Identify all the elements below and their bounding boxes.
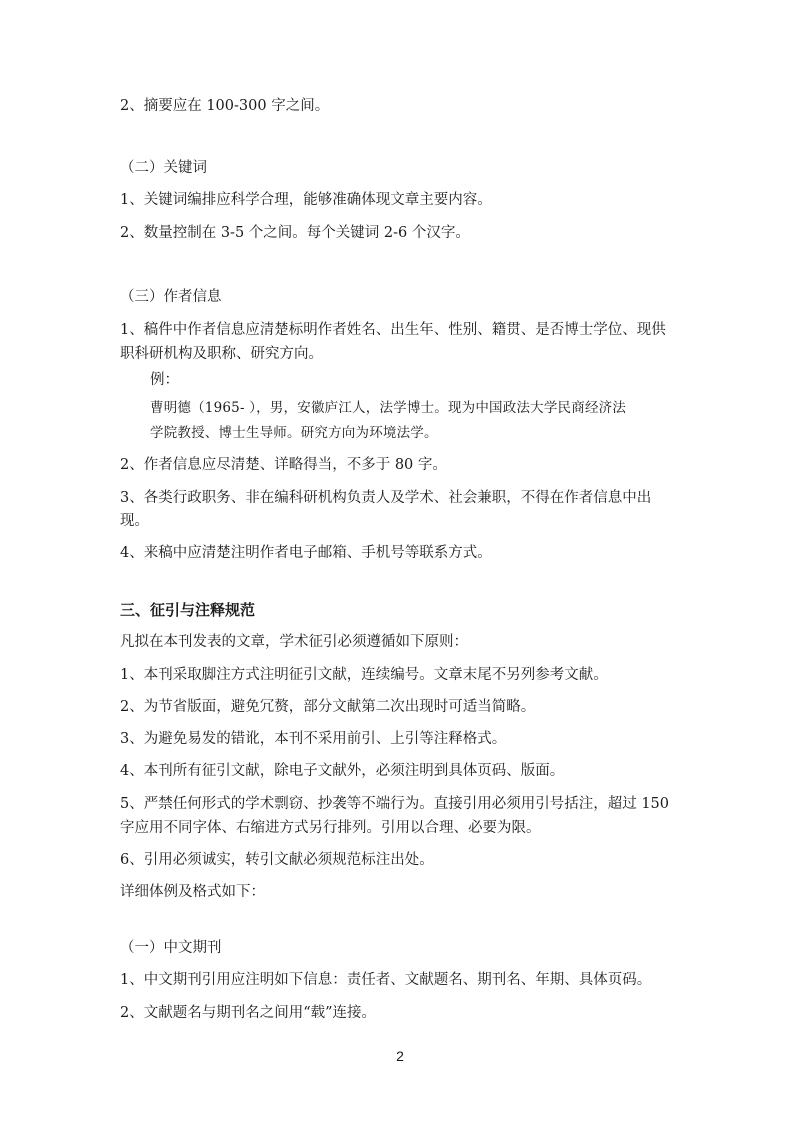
author-info-heading: （三）作者信息 (120, 289, 222, 305)
citation-item-6: 6、引用必须诚实，转引文献必须规范标注出处。 (120, 852, 434, 868)
author-info-item-3-line-2: 现。 (120, 513, 149, 529)
keywords-heading: （二）关键词 (120, 160, 207, 176)
example-label: 例： (150, 372, 179, 388)
citation-intro: 凡拟在本刊发表的文章，学术征引必须遵循如下原则： (120, 634, 468, 650)
citation-item-4: 4、本刊所有征引文献，除电子文献外，必须注明到具体页码、版面。 (120, 763, 565, 779)
example-line-2: 学院教授、博士生导师。研究方向为环境法学。 (150, 425, 438, 441)
citation-item-1: 1、本刊采取脚注方式注明征引文献，连续编号。文章末尾不另列参考文献。 (120, 667, 608, 683)
detail-intro: 详细体例及格式如下： (120, 884, 265, 900)
example-line-1: 曹明德（1965- ），男，安徽庐江人，法学博士。现为中国政法大学民商经济法 (150, 400, 627, 416)
chinese-journal-item-2: 2、文献题名与期刊名之间用“载”连接。 (120, 1005, 377, 1021)
author-info-item-4: 4、来稿中应清楚注明作者电子邮箱、手机号等联系方式。 (120, 545, 492, 561)
author-info-item-1-line-2: 职科研机构及职称、研究方向。 (120, 346, 323, 362)
chinese-journal-heading: （一）中文期刊 (120, 940, 222, 956)
author-info-item-3-line-1: 3、各类行政职务、非在编科研机构负责人及学术、社会兼职，不得在作者信息中出 (120, 490, 652, 506)
citation-item-2: 2、为节省版面，避免冗赘，部分文献第二次出现时可适当简略。 (120, 699, 536, 715)
chinese-journal-item-1: 1、中文期刊引用应注明如下信息：责任者、文献题名、期刊名、年期、具体页码。 (120, 972, 652, 988)
citation-item-3: 3、为避免易发的错讹，本刊不采用前引、上引等注释格式。 (120, 731, 507, 747)
keywords-item-1: 1、关键词编排应科学合理，能够准确体现文章主要内容。 (120, 192, 492, 208)
author-info-item-1-line-1: 1、稿件中作者信息应清楚标明作者姓名、出生年、性别、籍贯、是否博士学位、现供 (120, 322, 666, 338)
citation-item-5-line-2: 字应用不同字体、右缩进方式另行排列。引用以合理、必要为限。 (120, 820, 541, 836)
author-info-item-2: 2、作者信息应尽清楚、详略得当，不多于 80 字。 (120, 457, 447, 473)
keywords-item-2: 2、数量控制在 3-5 个之间。每个关键词 2-6 个汉字。 (120, 225, 470, 241)
abstract-item-2: 2、摘要应在 100-300 字之间。 (120, 98, 330, 114)
citation-heading: 三、征引与注释规范 (120, 601, 256, 619)
page-number: 2 (396, 1048, 404, 1064)
citation-item-5-line-1: 5、严禁任何形式的学术剽窃、抄袭等不端行为。直接引用必须用引号括注，超过 150 (120, 796, 670, 812)
